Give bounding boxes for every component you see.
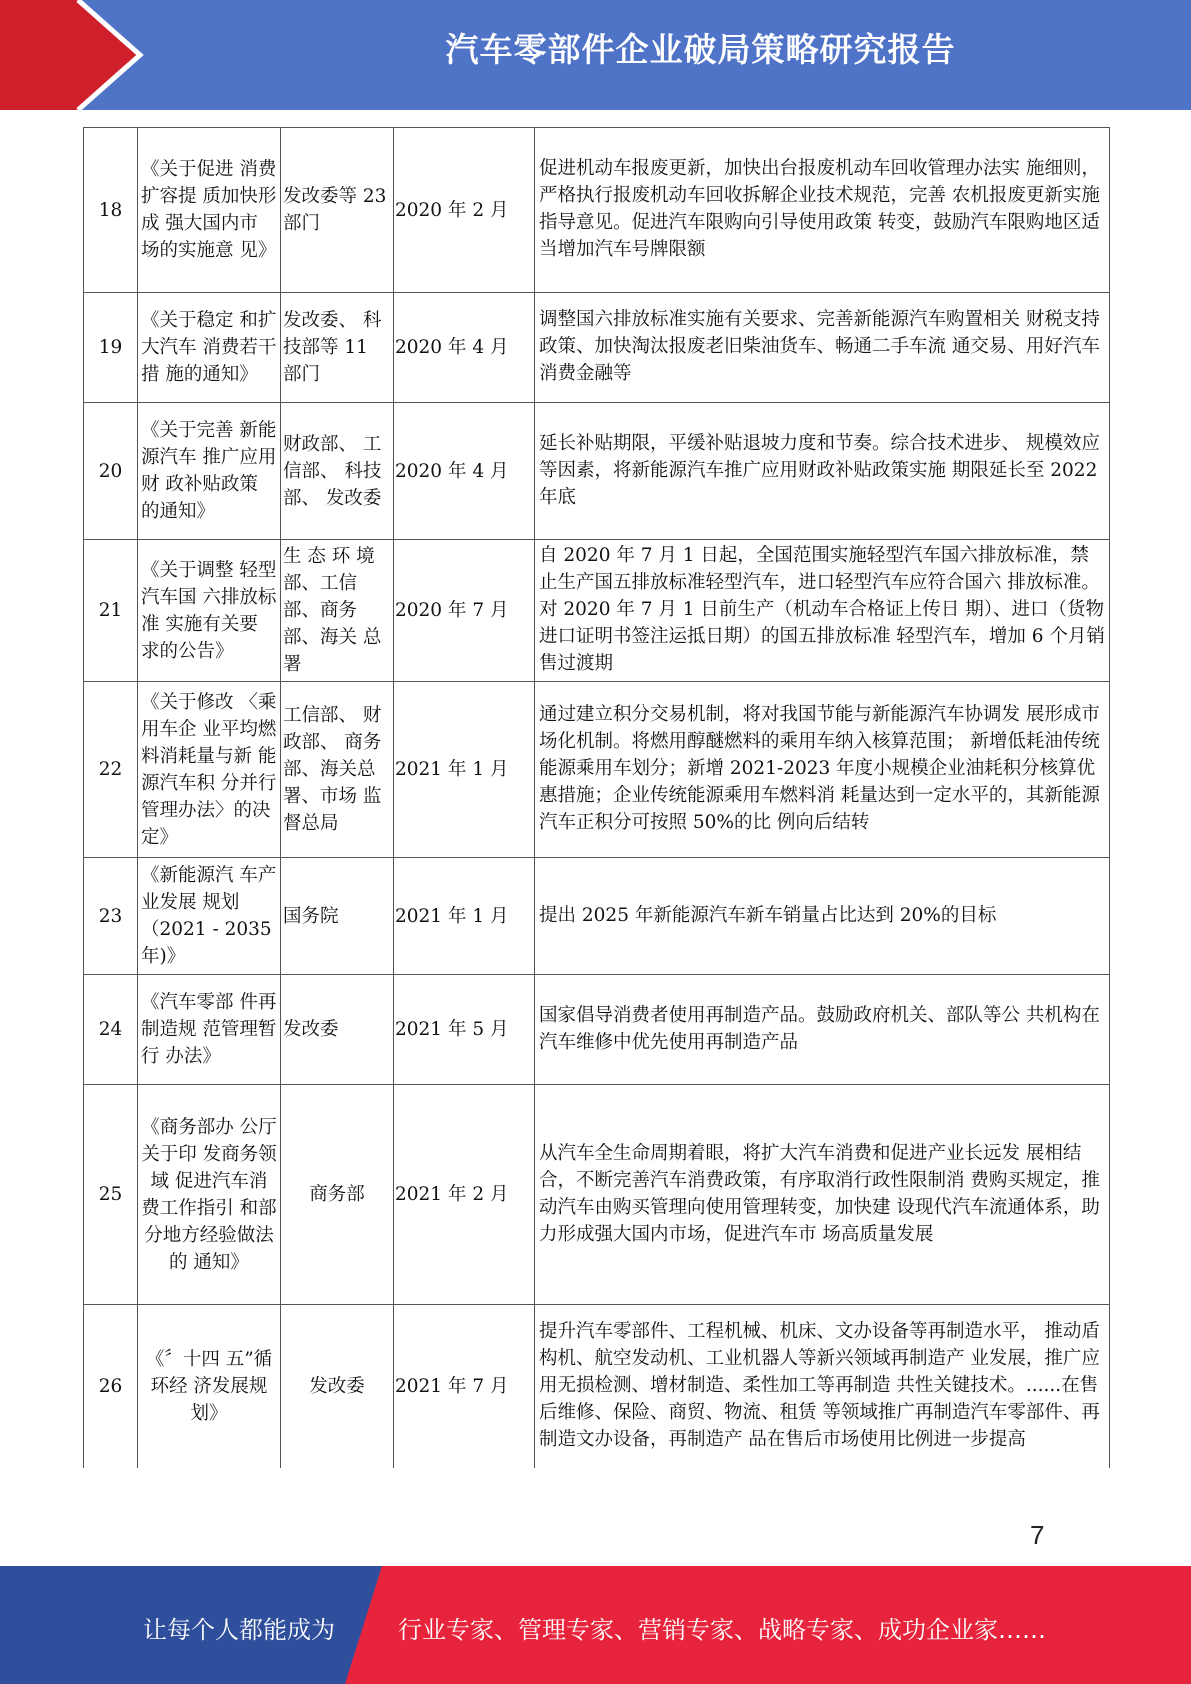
policy-name: 《汽车零部 件再制造规 范管理暂行 办法》 <box>138 975 281 1085</box>
issuing-department: 发改委 <box>281 1305 394 1468</box>
table-row <box>84 682 1110 858</box>
issuing-department: 发改委等 23 部门 <box>281 128 394 293</box>
issuing-department: 发改委、 科技部等 11 部门 <box>281 293 394 403</box>
page-number: 7 <box>1030 1520 1045 1550</box>
policy-content: 自 2020 年 7 月 1 日起，全国范围实施轻型汽车国六排放标准，禁止生产国五排放标准轻型汽车，进口轻型汽车应符合国六 排放标准。对 2020 年 7 月 1 日前生产（机动车合格证上传日 期）、进口（货物进口证明书签注运抵日期）的国五排放标准 轻型汽车，增加 6 个月销售过渡期 <box>535 540 1110 682</box>
policy-name: 《关于调整 轻型汽车国 六排放标准 实施有关要 求的公告》 <box>138 540 281 682</box>
issue-date: 2021 年 7 月 <box>394 1305 535 1468</box>
policy-name: 《关于稳定 和扩大汽车 消费若干措 施的通知》 <box>138 293 281 403</box>
issue-date: 2021 年 1 月 <box>394 682 535 858</box>
document-title: 汽车零部件企业破局策略研究报告 <box>445 30 956 69</box>
policy-content: 提升汽车零部件、工程机械、机床、文办设备等再制造水平， 推动盾构机、航空发动机、工业机器人等新兴领域再制造产 业发展，推广应用无损检测、增材制造、柔性加工等再制造 共性关键技术。......在售后维修、保险、商贸、物流、租赁 等领域推广再制造汽车零部件、再制造文办设备，再制造产 品在售后市场使用比例进一步提高 <box>535 1305 1110 1468</box>
table-row <box>84 128 1110 293</box>
policy-name: 《关于修改 〈乘用车企 业平均燃料消耗量与新 能源汽车积 分并行管理办法〉的决 定》 <box>138 682 281 858</box>
issuing-department: 商务部 <box>281 1085 394 1305</box>
row-number: 18 <box>84 128 138 293</box>
issue-date: 2021 年 5 月 <box>394 975 535 1085</box>
row-number: 19 <box>84 293 138 403</box>
issue-date: 2020 年 2 月 <box>394 128 535 293</box>
policy-content: 提出 2025 年新能源汽车新车销量占比达到 20%的目标 <box>535 858 1110 975</box>
row-number: 20 <box>84 403 138 540</box>
issuing-department: 国务院 <box>281 858 394 975</box>
table-row <box>84 293 1110 403</box>
footer-slogan-right: 行业专家、管理专家、营销专家、战略专家、成功企业家…… <box>398 1616 1046 1644</box>
issue-date: 2020 年 7 月 <box>394 540 535 682</box>
row-number: 21 <box>84 540 138 682</box>
row-number: 22 <box>84 682 138 858</box>
policy-name: 《关于促进 消费扩容提 质加快形成 强大国内市 场的实施意 见》 <box>138 128 281 293</box>
policy-name: 《〞十四 五”循环经 济发展规划》 <box>138 1305 281 1468</box>
issuing-department: 发改委 <box>281 975 394 1085</box>
issuing-department: 生 态 环 境部、工信 部、商务 部、海关 总署 <box>281 540 394 682</box>
policy-content: 从汽车全生命周期着眼，将扩大汽车消费和促进产业长远发 展相结合，不断完善汽车消费政策，有序取消行政性限制消 费购买规定，推动汽车由购买管理向使用管理转变，加快建 设现代汽车流通体系，助力形成强大国内市场，促进汽车市 场高质量发展 <box>535 1085 1110 1305</box>
table-row <box>84 1085 1110 1305</box>
issuing-department: 工信部、 财政部、 商务部、海关总署、市场 监督总局 <box>281 682 394 858</box>
policy-content: 延长补贴期限，平缓补贴退坡力度和节奏。综合技术进步、 规模效应等因素，将新能源汽车推广应用财政补贴政策实施 期限延长至 2022 年底 <box>535 403 1110 540</box>
policy-content: 通过建立积分交易机制，将对我国节能与新能源汽车协调发 展形成市场化机制。将燃用醇醚燃料的乘用车纳入核算范围； 新增低耗油传统能源乘用车划分；新增 2021-2023 年度小规模企业油耗积分核算优惠措施；企业传统能源乘用车燃料消 耗量达到一定水平的，其新能源汽车正积分可按照 50%的比 例向后结转 <box>535 682 1110 858</box>
policy-content: 国家倡导消费者使用再制造产品。鼓励政府机关、部队等公 共机构在汽车维修中优先使用再制造产品 <box>535 975 1110 1085</box>
policy-content: 促进机动车报废更新，加快出台报废机动车回收管理办法实 施细则，严格执行报废机动车回收拆解企业技术规范，完善 农机报废更新实施指导意见。促进汽车限购向引导使用政策 转变，鼓励汽车限购地区适当增加汽车号牌限额 <box>535 128 1110 293</box>
table-row <box>84 975 1110 1085</box>
table-row <box>84 858 1110 975</box>
policy-table <box>83 127 1110 1468</box>
page-header <box>0 0 1191 110</box>
issue-date: 2021 年 2 月 <box>394 1085 535 1305</box>
issue-date: 2020 年 4 月 <box>394 403 535 540</box>
table-row <box>84 403 1110 540</box>
issuing-department: 财政部、 工信部、 科技部、 发改委 <box>281 403 394 540</box>
policy-name: 《关于完善 新能源汽车 推广应用财 政补贴政策 的通知》 <box>138 403 281 540</box>
row-number: 26 <box>84 1305 138 1468</box>
row-number: 25 <box>84 1085 138 1305</box>
row-number: 24 <box>84 975 138 1085</box>
row-number: 23 <box>84 858 138 975</box>
policy-name: 《商务部办 公厅关于印 发商务领域 促进汽车消 费工作指引 和部分地方经验做法的 通知》 <box>138 1085 281 1305</box>
policy-name: 《新能源汽 车产业发展 规划（2021 - 2035 年)》 <box>138 858 281 975</box>
issue-date: 2020 年 4 月 <box>394 293 535 403</box>
table-row <box>84 540 1110 682</box>
table-row <box>84 1305 1110 1468</box>
policy-content: 调整国六排放标准实施有关要求、完善新能源汽车购置相关 财税支持政策、加快淘汰报废老旧柴油货车、畅通二手车流 通交易、用好汽车消费金融等 <box>535 293 1110 403</box>
footer-slogan-left: 让每个人都能成为 <box>143 1616 335 1644</box>
page-footer <box>0 1566 1191 1684</box>
issue-date: 2021 年 1 月 <box>394 858 535 975</box>
